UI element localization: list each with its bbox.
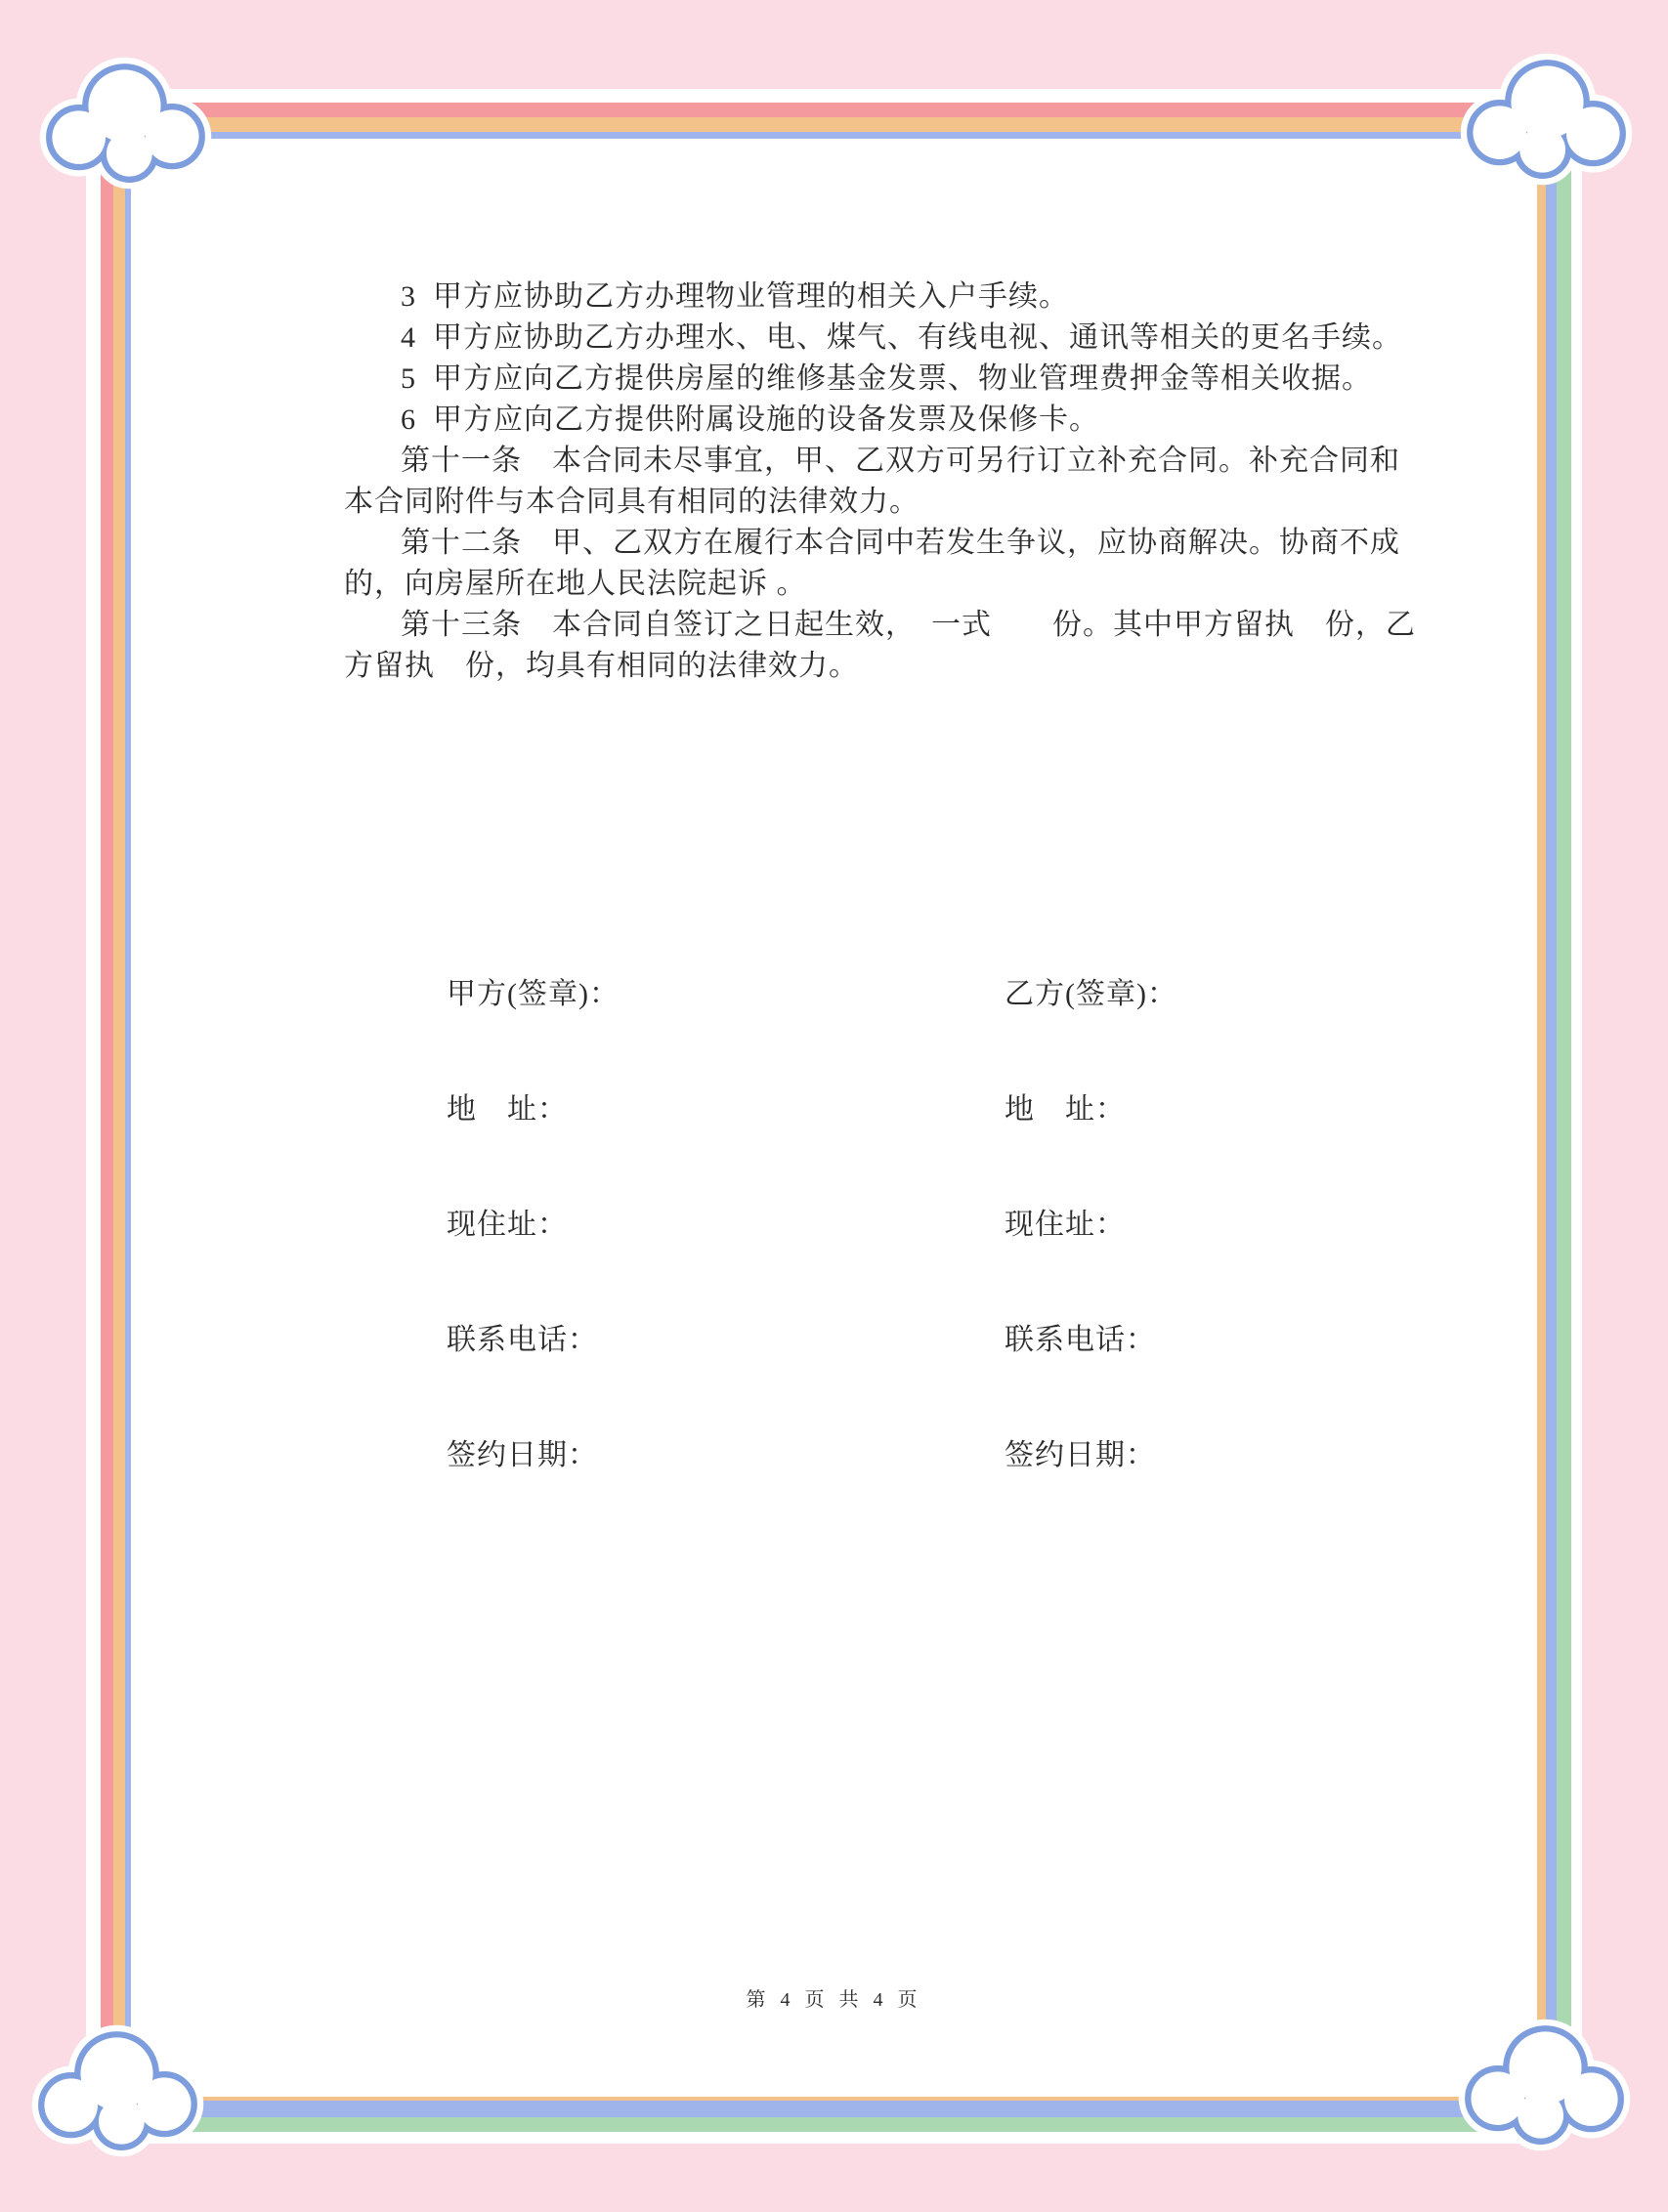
party-b-field-label: 地 址： (1005, 1093, 1126, 1126)
document-page (131, 139, 1537, 2097)
contract-line: 4 甲方应协助乙方办理水、电、煤气、有线电视、通讯等相关的更名手续。 (401, 321, 1402, 354)
contract-line: 本合同附件与本合同具有相同的法律效力。 (344, 486, 920, 518)
cloud-icon (1450, 2009, 1641, 2161)
signature-row (447, 1315, 1521, 1430)
signature-row (447, 1430, 1521, 1546)
frame-stripe-blue-orange (125, 132, 1546, 2101)
signature-block (447, 969, 1521, 1546)
contract-line: 方留执 份，均具有相同的法律效力。 (344, 650, 859, 682)
party-b-field-label: 乙方(签章)： (1005, 978, 1177, 1010)
signature-row (447, 1085, 1521, 1200)
signature-row (447, 1200, 1521, 1315)
frame-stripe-orange-blue (113, 117, 1557, 2117)
party-a-field-label: 甲方(签章)： (447, 978, 620, 1010)
frame-stripe-red-green (101, 103, 1571, 2132)
contract-line: 6 甲方应向乙方提供附属设施的设备发票及保修卡。 (401, 404, 1099, 436)
signature-row (447, 969, 1521, 1085)
party-b-field-label: 联系电话： (1005, 1324, 1156, 1356)
cloud-icon (1452, 43, 1643, 195)
party-a-field-label: 签约日期： (447, 1439, 598, 1471)
frame-outer-white (86, 89, 1582, 2144)
contract-body (344, 276, 1497, 687)
contract-line: 第十一条 本合同未尽事宜，甲、乙双方可另行订立补充合同。补充合同和 (401, 445, 1400, 477)
cloud-icon (21, 2015, 212, 2167)
contract-line: 3 甲方应协助乙方办理物业管理的相关入户手续。 (401, 280, 1069, 313)
page-footer: 第 4 页 共 4 页 (746, 1989, 922, 2011)
party-b-field-label: 现住址： (1005, 1209, 1126, 1241)
contract-line: 第十二条 甲、乙双方在履行本合同中若发生争议，应协商解决。协商不成 (401, 527, 1400, 559)
contract-line: 5 甲方应向乙方提供房屋的维修基金发票、物业管理费押金等相关收据。 (401, 362, 1372, 395)
party-a-field-label: 地 址： (447, 1093, 568, 1126)
cloud-icon (29, 47, 220, 199)
party-b-field-label: 签约日期： (1005, 1439, 1156, 1471)
party-a-field-label: 联系电话： (447, 1324, 598, 1356)
contract-line: 的，向房屋所在地人民法院起诉 。 (344, 568, 807, 600)
contract-line: 第十三条 本合同自签订之日起生效， 一式 份。其中甲方留执 份，乙 (401, 609, 1416, 641)
party-a-field-label: 现住址： (447, 1209, 568, 1241)
